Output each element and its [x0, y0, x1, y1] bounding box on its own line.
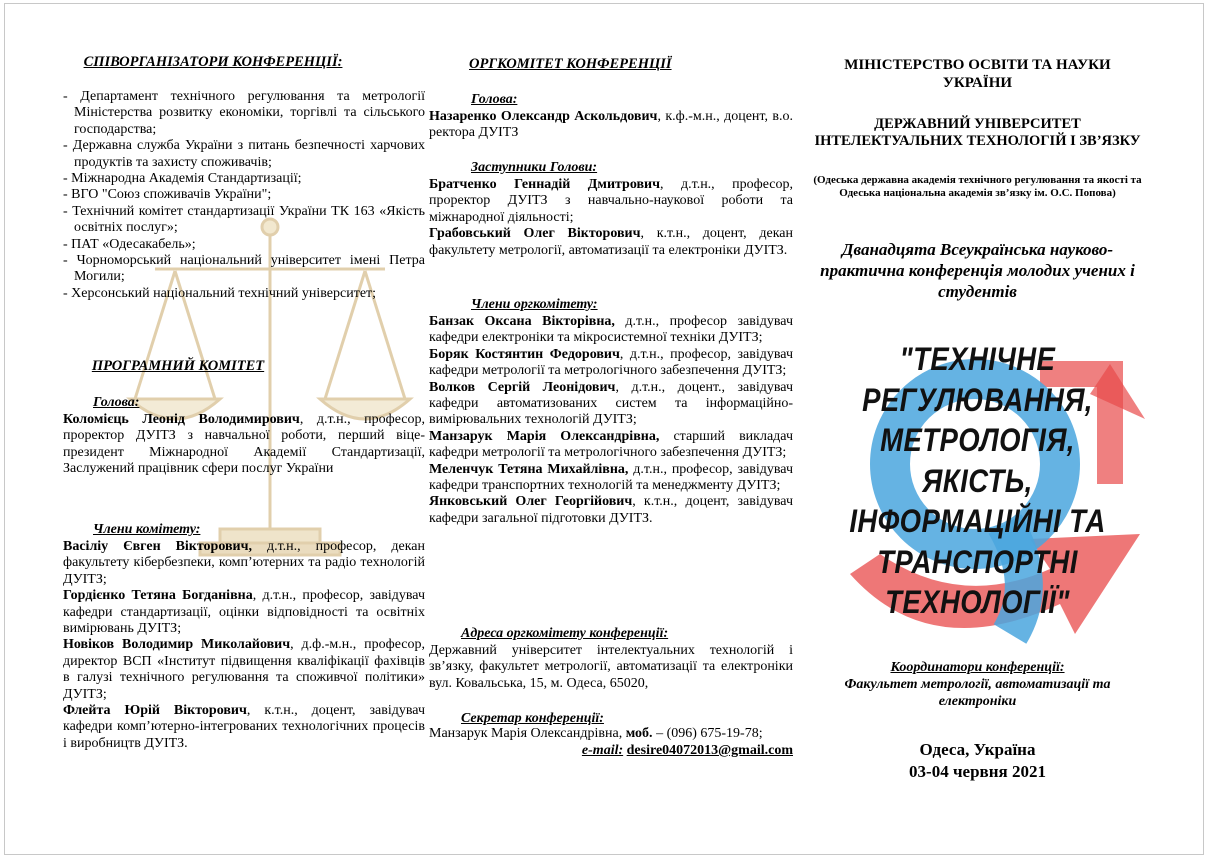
email-label: e-mail: [581, 743, 624, 758]
program-head-label: Голова: [93, 395, 140, 410]
conference-subtitle: Дванадцята Всеукраїнська науково-практична конференція молодих учених і студентів [820, 240, 1135, 301]
program-members-label: Члени комітету: [93, 522, 201, 537]
list-item [429, 462, 793, 495]
coordinators-text: Факультет метрології, автоматизації та електроніки [844, 677, 1111, 709]
person-name: Новіков Володимир Миколайович [63, 637, 291, 653]
person-desc: , д.т.н., професор, завідувач кафедри стандартизації, оцінки відповідності та освітніх вимірювань ДУІТЗ; [63, 588, 425, 637]
person-name: Братченко Геннадій Дмитрович [429, 177, 661, 192]
address-label: Адреса оргкомітету конференції: [461, 626, 669, 641]
person-desc: д.т.н., професор завідувач кафедри електроніки та мікросистемної техніки ДУІТЗ; [429, 314, 793, 346]
list-item [63, 637, 425, 703]
university-name: ДЕРЖАВНИЙ УНІВЕРСИТЕТ ІНТЕЛЕКТУАЛЬНИХ ТЕХНОЛОГІЙ І ЗВ’ЯЗКУ [814, 116, 1141, 149]
person-desc: , к.т.н., доцент, декан факультету метрології, автоматизації та електроніки ДУІТЗ. [429, 226, 793, 258]
person-desc: старший викладач кафедри метрології та метрологічного забезпечення ДУІТЗ; [429, 428, 793, 461]
list-item: - Чорноморський національний університет імені Петра Могили; [63, 253, 425, 285]
co-organizers-list [63, 89, 425, 302]
person-name: Меленчук Тетяна Михайлівна, [429, 461, 629, 477]
city: Одеса, Україна [919, 740, 1036, 759]
list-item [63, 539, 425, 588]
person-desc: , к.т.н., доцент, завідувач кафедри комп’ютерно-інтегрованих технологічних процесів і виробництв ДУІТЗ. [63, 703, 426, 751]
person-desc: д.т.н., професор, декан факультету кібербезпеки, комп’ютерних та радіо технологій ДУІТЗ; [63, 539, 426, 587]
address-text: Державний університет інтелектуальних технологій і зв’язку, факультет метрології, автоматизації та електроніки вул. Ковальська, 15, м. Одеса, 65020, [429, 643, 793, 691]
org-head [429, 109, 793, 142]
person-name: Манзарук Марія Олександрівна, [429, 428, 660, 444]
conference-date: 03-04 червня 2021 [909, 762, 1046, 781]
person-desc: , д.т.н., доцент., завідувач кафедри автоматизованих систем та інформаційно-вимірювальних технологій ДУІТЗ; [429, 379, 793, 428]
ministry-name: МІНІСТЕРСТВО ОСВІТИ ТА НАУКИ УКРАЇНИ [844, 57, 1111, 91]
secretary-label: Секретар конференції: [461, 711, 604, 726]
org-head-label: Голова: [471, 92, 518, 107]
phone-number: – (096) 675-19-78; [652, 726, 763, 741]
university-note: (Одеська державна академія технічного регулювання та якості та Одеська національна академія зв’язку ім. О.С. Попова) [813, 174, 1142, 199]
person-name: Назаренко Олександр Аскольдович [429, 109, 658, 124]
person-desc: д.т.н., професор, завідувач кафедри транспортних технологій та менеджменту ДУІТЗ; [429, 461, 793, 494]
list-item [429, 226, 793, 259]
phone-label: моб. [625, 726, 653, 741]
coordinators-label: Координатори конференції: [890, 660, 1065, 675]
brochure-page [4, 3, 1204, 855]
person-name: Волков Сергій Леонідович [429, 379, 616, 395]
list-item: - ВГО "Союз споживачів України"; [63, 187, 272, 203]
list-item [429, 494, 793, 527]
list-item: - ПАТ «Одесакабель»; [63, 236, 196, 252]
person-name: Грабовський Олег Вікторович [429, 226, 641, 242]
person-name: Коломієць Леонід Володимирович [63, 412, 300, 427]
conference-title: "ТЕХНІЧНЕ РЕГУЛЮВАННЯ, МЕТРОЛОГІЯ, ЯКІСТЬ, ІНФОРМАЦІЙНІ ТА ТРАНСПОРТНІ ТЕХНОЛОГІЇ" [849, 341, 1106, 620]
email-link[interactable]: desire04072013@gmail.com [626, 743, 793, 758]
org-members-list [429, 314, 793, 527]
list-item [429, 347, 793, 380]
list-item [429, 429, 793, 462]
person-name: Гордієнко Тетяна Богданівна [63, 588, 253, 604]
person-desc: , к.т.н., доцент, завідувач кафедри загальної підготовки ДУІТЗ. [429, 494, 793, 526]
org-committee-heading: ОРГКОМІТЕТ КОНФЕРЕНЦІЇ [469, 56, 672, 72]
list-item: - Державна служба України з питань безпечності харчових продуктів та захисту споживачів; [63, 138, 425, 170]
person-name: Банзак Оксана Вікторівна, [429, 314, 615, 329]
co-organizers-heading: СПІВОРГАНІЗАТОРИ КОНФЕРЕНЦІЇ: [83, 54, 343, 70]
list-item: - Херсонський національний технічний університет; [63, 285, 377, 301]
program-committee-heading: ПРОГРАМНИЙ КОМІТЕТ [91, 358, 265, 374]
list-item [63, 703, 425, 752]
person-name: Янковський Олег Георгійович [429, 494, 633, 510]
person-desc: , д.т.н., професор, проректор ДУІТЗ з навчально-наукової роботи та міжнародної діяльності; [429, 177, 793, 225]
list-item [429, 177, 793, 226]
list-item [63, 588, 425, 637]
person-name: Боряк Костянтин Федорович [429, 346, 620, 362]
person-desc: , к.ф.-м.н., доцент, в.о. ректора ДУІТЗ [429, 109, 793, 141]
org-members-label: Члени оргкомітету: [471, 297, 598, 312]
person-name: Флейта Юрій Вікторович [63, 703, 247, 719]
email-line [429, 743, 793, 759]
list-item [429, 314, 793, 347]
list-item: - Міжнародна Академія Стандартизації; [63, 171, 302, 187]
program-head [63, 412, 425, 478]
person-desc: , д.т.н., професор, проректор ДУІТЗ з навчальної роботи, перший віце-президент Міжнародної Академії Стандартизації, Заслужений працівник сфери послуг України [63, 412, 425, 477]
list-item [429, 380, 793, 429]
program-members-list [63, 539, 425, 752]
secretary-info [429, 726, 793, 742]
list-item: - Технічний комітет стандартизації України ТК 163 «Якість освітніх послуг»; [63, 203, 425, 236]
deputies-label: Заступники Голови: [471, 160, 598, 175]
person-name: Васіліу Євген Вікторович, [63, 539, 253, 554]
list-item: - Департамент технічного регулювання та метрології Міністерства розвитку економіки, торгівлі та сільського господарства; [63, 89, 425, 137]
person-desc: , д.т.н., професор, завідувач кафедри метрології та метрологічного забезпечення ДУІТЗ; [429, 346, 793, 379]
secretary-name: Манзарук Марія Олександрівна, [429, 726, 626, 741]
person-desc: , д.ф.-м.н., професор, директор ВСП «Інститут підвищення кваліфікації фахівців в галузі технічного регулювання та споживчої політики» ДУІТЗ; [63, 637, 425, 702]
deputies-list [429, 177, 793, 259]
